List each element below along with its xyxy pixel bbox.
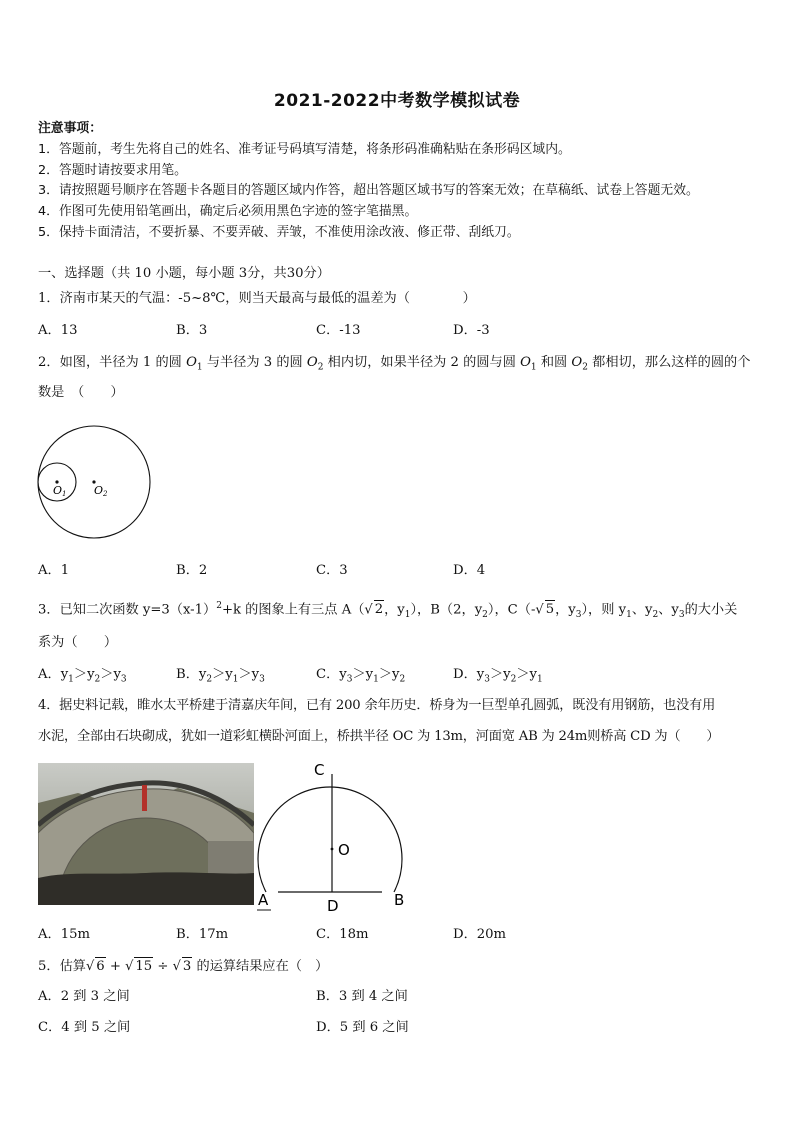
q3-sub-h: 2	[652, 610, 659, 621]
sqrt-sign-2: √	[535, 602, 544, 618]
q5-option-c: C．4 到 5 之间	[38, 1020, 131, 1035]
question-1-text: 1．济南市某天的气温：-5~8℃，则当天最高与最低的温差为（ ）	[38, 291, 476, 306]
label-a: A	[258, 891, 269, 909]
q2-o1-sub: 1	[196, 362, 203, 373]
bridge-photo	[38, 763, 254, 905]
notice-item-2: 2．答题时请按要求用笔。	[38, 163, 187, 178]
question-4-line-1: 4．据史料记载，睢水太平桥建于清嘉庆年间，已有 200 余年历史．桥身为一巨型单孔圆弧，既没有用钢筋，也没有用	[38, 698, 716, 713]
q3-sub-d: 2	[482, 610, 488, 621]
q5-option-d: D．5 到 6 之间	[316, 1020, 409, 1035]
q2-text-e: 都相切，那么这样的圆的个	[592, 355, 751, 370]
question-2-line-1	[38, 354, 750, 377]
q3-radicand-2: 5	[545, 602, 555, 618]
sqrt-sign-3: √	[172, 959, 181, 974]
crowd-bottom	[38, 872, 254, 905]
q3-sub-c: 1	[404, 610, 411, 621]
red-banner	[142, 785, 147, 811]
q2-text-a: 2．如图，半径为 1 的圆	[38, 355, 182, 370]
q2-o2-sub-second: 2	[582, 362, 588, 373]
q5-radicand-3: 3	[182, 959, 192, 974]
q3-text-e: ），C（-	[487, 602, 536, 618]
q2-circles-figure	[36, 424, 154, 542]
q1-option-d: D．-3	[453, 323, 490, 338]
q3-text-k: 、y	[658, 602, 679, 618]
sqrt-sign-15: √	[125, 959, 134, 974]
label-o: O	[338, 841, 350, 859]
q2-option-a: A．1	[38, 563, 70, 578]
q3-text-g: ），则 y	[581, 602, 627, 618]
q3-sub-k: 3	[678, 610, 685, 621]
q5-option-a: A．2 到 3 之间	[38, 989, 130, 1004]
q5-radicand-2: 15	[135, 959, 153, 974]
label-o1: O1	[53, 484, 67, 498]
q1-option-a: A．13	[38, 323, 78, 338]
q2-option-d: D．4	[453, 563, 486, 578]
q3-sub-f: 3	[575, 610, 582, 621]
q3-radicand-1: 2	[374, 602, 384, 618]
q1-option-b: B．3	[176, 323, 208, 338]
q3-option-a: A．$y_1>y_2>y_3$	[38, 667, 127, 685]
q3-text-c: ，y	[384, 602, 405, 618]
q3-option-b: B．$y_2>y_1>y_3$	[176, 667, 265, 685]
q2-text-d: 和圆	[540, 355, 568, 370]
q1-option-c: C．-13	[316, 323, 361, 338]
q5-text-b: 的运算结果应在（ ）	[192, 959, 329, 974]
q3-text-h: 、y	[631, 602, 653, 618]
q5-text-a: 5．估算	[38, 959, 86, 974]
arch-diagram	[254, 758, 414, 916]
section-heading: 一、选择题（共 10 小题，每小题 3分，共30分）	[38, 266, 330, 281]
arch-arc	[258, 787, 402, 892]
q3-exponent: 2	[216, 601, 222, 611]
sqrt-sign-6: √	[85, 959, 95, 974]
label-o2: O2	[94, 484, 108, 498]
q2-text-c: 相内切，如果半径为 2 的圆与圆	[327, 355, 516, 370]
question-4-line-2: 水泥，全部由石块砌成，犹如一道彩虹横卧河面上，桥拱半径 OC 为 13m，河面宽 AB 为 24m则桥高 CD 为（ ）	[38, 729, 720, 744]
question-3-line-1	[38, 597, 737, 624]
q2-o1-second: O	[520, 355, 531, 370]
q2-option-b: B．2	[176, 563, 208, 578]
q5-plus: +	[105, 959, 126, 974]
notice-heading: 注意事项：	[38, 121, 102, 136]
notice-item-1: 1．答题前，考生先将自己的姓名、准考证号码填写清楚，将条形码准确粘贴在条形码区域内。	[38, 142, 571, 157]
q2-option-c: C．3	[316, 563, 348, 578]
q3-text-l: 的大小关	[684, 602, 738, 618]
q3-option-d: D．$y_3>y_2>y_1$	[453, 667, 543, 685]
q3-text-b: +k 的图象上有三点 A（	[221, 602, 365, 618]
q4-option-d: D．20m	[453, 927, 507, 942]
notice-item-5: 5．保持卡面清洁，不要折暴、不要弄破、弄皱，不准使用涂改液、修正带、刮纸刀。	[38, 225, 520, 240]
sqrt-sign-1: √	[364, 602, 373, 618]
label-d: D	[327, 897, 339, 915]
label-c: C	[314, 761, 325, 779]
label-b: B	[394, 891, 405, 909]
q4-option-b: B．17m	[176, 927, 229, 942]
notice-item-4: 4．作图可先使用铅笔画出，确定后必须用黑色字迹的签字笔描黑。	[38, 204, 418, 219]
q3-sub-g: 1	[626, 610, 632, 621]
q2-o1: O	[186, 355, 197, 370]
page-title: 2021-2022中考数学模拟试卷	[273, 91, 521, 111]
q5-option-b: B．3 到 4 之间	[316, 989, 408, 1004]
q4-option-c: C．18m	[316, 927, 369, 942]
q2-o2-sub: 2	[317, 362, 324, 373]
center-o-dot	[331, 848, 334, 851]
q3-text-d: ），B（2，y	[410, 602, 483, 618]
q3-text-f: ，y	[555, 602, 576, 618]
q3-option-c: C．$y_3>y_1>y_2$	[316, 667, 406, 685]
question-3-line-2: 系为（ ）	[38, 635, 118, 650]
q5-radicand-1: 6	[96, 959, 105, 974]
q5-divide: ÷	[153, 959, 173, 974]
q2-o1-sub-second: 1	[530, 362, 537, 373]
q4-option-a: A．15m	[38, 927, 90, 942]
q2-text-b: 与半径为 3 的圆	[206, 355, 303, 370]
q2-o2-second: O	[571, 355, 583, 370]
q2-o2: O	[306, 355, 318, 370]
question-2-line-2: 数是 （ ）	[38, 385, 124, 400]
q3-text-a: 3．已知二次函数 y=3（x-1）	[38, 602, 217, 618]
question-5-text	[38, 957, 328, 976]
notice-item-3: 3．请按照题号顺序在答题卡各题目的答题区域内作答，超出答题区域书写的答案无效；在草稿纸、试卷上答题无效。	[38, 183, 699, 198]
